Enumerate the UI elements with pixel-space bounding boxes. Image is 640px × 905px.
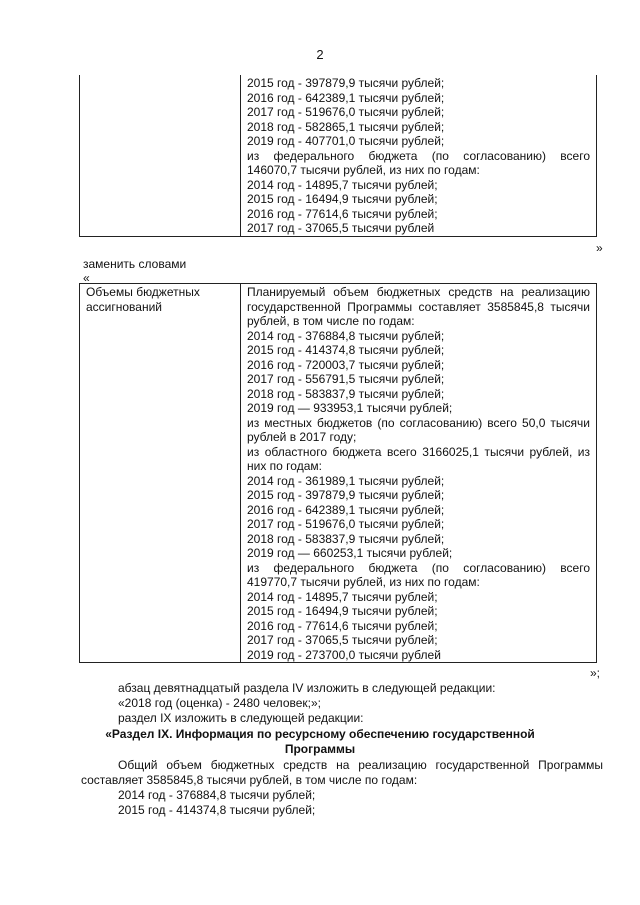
table-line: 2016 год - 77614,6 тысячи рублей;: [247, 618, 438, 633]
table-label-cell-empty: [80, 75, 241, 236]
table-line: из областного бюджета всего 3166025,1 тысячи рублей, из: [247, 444, 590, 459]
budget-table-old: [79, 75, 597, 237]
table-line: 2018 год - 582865,1 тысячи рублей;: [247, 119, 445, 134]
table-line: 2015 год - 397879,9 тысячи рублей;: [247, 488, 445, 502]
table-line: 2018 год - 583837,9 тысячи рублей;: [247, 386, 445, 401]
table-line: 2018 год - 583837,9 тысячи рублей;: [247, 531, 445, 546]
body-paragraph: составляет 3585845,8 тысячи рублей, в том числе по годам:: [81, 773, 418, 787]
section-heading: Программы: [284, 742, 356, 756]
table-line: рублей, в том числе по годам:: [247, 314, 415, 328]
table-line: 2014 год - 14895,7 тысячи рублей;: [247, 177, 438, 192]
table-line: 2017 год - 556791,5 тысячи рублей;: [247, 372, 445, 386]
table-line: 2015 год - 397879,9 тысячи рублей;: [247, 76, 445, 90]
budget-table-new: [79, 283, 597, 663]
table-line: 2019 год — 933953,1 тысячи рублей;: [247, 401, 453, 415]
table-line: 2017 год - 37065,5 тысячи рублей: [247, 221, 435, 235]
body-paragraph: раздел IX изложить в следующей редакции:: [118, 711, 364, 725]
section-heading: «Раздел IX. Информация по ресурсному обеспечению государственной: [105, 727, 535, 741]
table-line: из федерального бюджета (по согласованию) всего: [247, 560, 590, 575]
table-line: 2014 год - 376884,8 тысячи рублей;: [247, 328, 445, 343]
table-line: 2015 год - 16494,9 тысячи рублей;: [247, 192, 438, 206]
body-paragraph: «2018 год (оценка) - 2480 человек;»;: [118, 696, 321, 710]
table-line: 2016 год - 720003,7 тысячи рублей;: [247, 357, 445, 372]
table-line: 2015 год - 16494,9 тысячи рублей;: [247, 604, 438, 618]
table-line: 2019 год - 407701,0 тысячи рублей;: [247, 134, 445, 148]
table-content-cell: [241, 284, 597, 663]
table-line: государственной Программы составляет 3585845,8 тысячи: [247, 299, 590, 314]
close-quote: »;: [590, 666, 601, 680]
table-line: рублей в 2017 году;: [247, 430, 357, 444]
body-paragraph: Общий объем бюджетных средств на реализацию государственной Программы: [118, 758, 603, 772]
page-number: 2: [316, 47, 324, 62]
table-label: Объемы бюджетных ассигнований: [86, 285, 200, 314]
table-line: из местных бюджетов (по согласованию) всего 50,0 тысячи: [247, 415, 590, 430]
table-line: 2016 год - 77614,6 тысячи рублей;: [247, 206, 438, 221]
body-paragraph: абзац девятнадцатый раздела IV изложить в следующей редакции:: [118, 681, 496, 695]
table-line: них по годам:: [247, 459, 322, 473]
table-line: Планируемый объем бюджетных средств на реализацию: [247, 285, 590, 299]
open-quote: «: [83, 271, 90, 285]
table-line: 2017 год - 519676,0 тысячи рублей;: [247, 517, 445, 531]
table-content-cell: [241, 75, 597, 236]
table-line: 2016 год - 642389,1 тысячи рублей;: [247, 90, 445, 105]
table-line: 2014 год - 361989,1 тысячи рублей;: [247, 473, 445, 488]
table-line: 2015 год - 414374,8 тысячи рублей;: [247, 343, 445, 357]
table-line: 146070,7 тысячи рублей, из них по годам:: [247, 163, 480, 177]
table-label-cell: [80, 284, 241, 663]
table-line: 2014 год - 14895,7 тысячи рублей;: [247, 589, 438, 604]
table-line: 419770,7 тысячи рублей, из них по годам:: [247, 575, 480, 589]
close-quote: »: [596, 241, 603, 255]
body-paragraph: 2014 год - 376884,8 тысячи рублей;: [118, 788, 316, 802]
body-paragraph: 2015 год - 414374,8 тысячи рублей;: [118, 803, 316, 817]
table-line: 2017 год - 37065,5 тысячи рублей;: [247, 633, 438, 647]
replace-text: заменить словами: [83, 257, 187, 271]
table-line: 2016 год - 642389,1 тысячи рублей;: [247, 502, 445, 517]
table-line: 2017 год - 519676,0 тысячи рублей;: [247, 105, 445, 119]
table-line: из федерального бюджета (по согласованию) всего: [247, 148, 590, 163]
table-line: 2019 год - 273700,0 тысячи рублей: [247, 647, 441, 662]
table-line: 2019 год — 660253,1 тысячи рублей;: [247, 546, 453, 560]
